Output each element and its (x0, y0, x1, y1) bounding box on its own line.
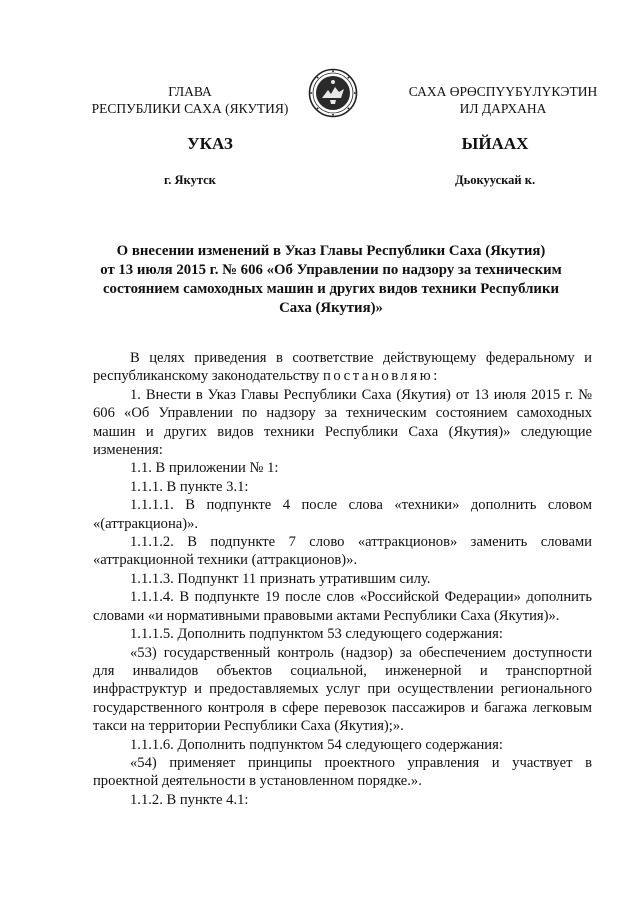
issuer-ru (70, 83, 310, 117)
issuer-sah-line2: ИЛ ДАРХАНА (459, 101, 547, 116)
title-line: Саха (Якутия)» (279, 300, 383, 316)
city-sah: Дьокуускай к. (455, 173, 536, 187)
title-line: от 13 июля 2015 г. № 606 «Об Управлении по надзору за техническим (100, 262, 562, 278)
republic-emblem (308, 68, 358, 118)
paragraph: 1.1.1.1. В подпункте 4 после слова «техники» дополнить словом «(аттракциона)». (93, 497, 592, 532)
decree-body (93, 349, 592, 809)
issuer-sah-line1: САХА ӨРӨСПҮҮБҮЛҮКЭТИН (408, 84, 598, 99)
decree-word: постановляю: (322, 368, 440, 385)
paragraph: 1.1.1.6. Дополнить подпунктом 54 следующего содержания: (130, 736, 503, 753)
issuer-ru-line1: ГЛАВА (168, 84, 212, 99)
intro-text: В целях приведения в соответствие действующему федеральному и республиканскому законодательству (93, 350, 592, 385)
city-ru: г. Якутск (164, 173, 216, 187)
paragraph: 1. Внести в Указ Главы Республики Саха (Якутия) от 13 июля 2015 г. № 606 «Об Управлении по надзору за техническим состоянием самоходных машин и других видов техники Республики Саха (Якутия)» следующие изменения: (93, 386, 592, 459)
issuer-ru-line2: РЕСПУБЛИКИ САХА (ЯКУТИЯ) (91, 101, 289, 116)
paragraph: 1.1.1.5. Дополнить подпунктом 53 следующего содержания: (130, 626, 503, 643)
paragraph: 1.1.1.3. Подпункт 11 признать утратившим силу. (130, 570, 431, 587)
issuer-sah (388, 83, 618, 117)
paragraph: «54) применяет принципы проектного управления и участвует в проектной деятельности в установленном порядке.». (93, 754, 592, 790)
title-line: О внесении изменений в Указ Главы Республики Саха (Якутия) (116, 243, 546, 259)
paragraph: 1.1. В приложении № 1: (130, 460, 279, 477)
paragraph: «53) государственный контроль (надзор) за обеспечением доступности для инвалидов объектов социальной, инженерной и транспортной инфраструктур и предоставляемых услуг при осуществлении регионального государственного контроля в сфере перевозок пассажиров и багажа легковым такси на территории Республики Саха (Якутия);». (93, 644, 592, 735)
doc-type-ru: УКАЗ (187, 134, 233, 153)
decree-title (70, 242, 592, 318)
paragraph: 1.1.2. В пункте 4.1: (130, 791, 249, 808)
paragraph: 1.1.1. В пункте 3.1: (130, 478, 249, 495)
paragraph: 1.1.1.2. В подпункте 7 слово «аттракционов» заменить словами «аттракционной техники (аттракционов)». (93, 534, 592, 569)
paragraph: 1.1.1.4. В подпункте 19 после слов «Российской Федерации» дополнить словами «и нормативными правовыми актами Республики Саха (Якутия)». (93, 589, 592, 624)
intro-paragraph (93, 349, 592, 386)
title-line: состоянием самоходных машин и других видов техники Республики (102, 281, 559, 297)
doc-type-sah: ЫЙААХ (461, 134, 529, 153)
